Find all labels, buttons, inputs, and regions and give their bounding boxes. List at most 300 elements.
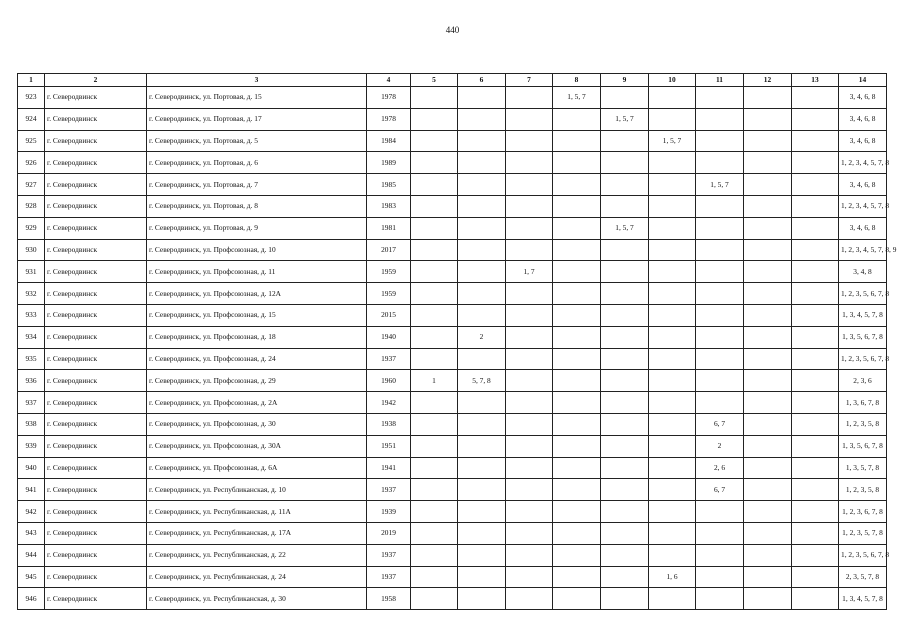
column-6-cell [458,588,506,610]
column-12-cell [744,326,792,348]
table-row [18,326,887,348]
column-9-cell [601,174,649,196]
table-row [18,348,887,370]
column-8-cell [553,217,601,239]
column-10-cell [649,326,696,348]
column-11-cell [696,87,744,109]
city-cell: г. Северодвинск [45,435,147,457]
column-8-cell [553,108,601,130]
column-6-cell [458,413,506,435]
column-11-cell [696,522,744,544]
table-body [18,87,897,610]
column-10-cell [649,544,696,566]
column-7-cell [506,588,553,610]
city-cell: г. Северодвинск [45,413,147,435]
column-8-cell [553,435,601,457]
column-5-cell [411,283,458,305]
column-8-cell [553,261,601,283]
column-10-cell [649,479,696,501]
column-5-cell [411,479,458,501]
year-cell: 2019 [367,522,411,544]
column-5-cell [411,392,458,414]
column-5-cell [411,435,458,457]
column-12-cell [744,239,792,261]
column-5-cell [411,326,458,348]
column-10-cell [649,348,696,370]
column-13-cell [792,152,839,174]
table-row [18,152,887,174]
column-10-cell [649,87,696,109]
column-header: 14 [839,74,887,87]
year-cell: 1959 [367,261,411,283]
column-12-cell [744,370,792,392]
column-9-cell [601,370,649,392]
column-header: 10 [649,74,696,87]
column-8-cell [553,370,601,392]
column-7-cell [506,457,553,479]
column-8-cell [553,479,601,501]
column-13-cell [792,348,839,370]
column-13-cell [792,392,839,414]
column-6-cell: 5, 7, 8 [458,370,506,392]
row-number-cell: 923 [18,87,45,109]
column-13-cell [792,501,839,523]
year-cell: 1938 [367,413,411,435]
year-cell: 1958 [367,588,411,610]
column-header: 2 [45,74,147,87]
row-number-cell: 932 [18,283,45,305]
column-12-cell [744,108,792,130]
column-10-cell [649,261,696,283]
table-row [18,108,887,130]
column-14-cell: 3, 4, 6, 8 [839,174,887,196]
address-cell: г. Северодвинск, ул. Профсоюзная, д. 30 [147,413,367,435]
column-6-cell [458,87,506,109]
column-8-cell: 1, 5, 7 [553,87,601,109]
column-11-cell: 1, 5, 7 [696,174,744,196]
address-cell: г. Северодвинск, ул. Профсоюзная, д. 10 [147,239,367,261]
column-9-cell [601,522,649,544]
table-row [18,174,887,196]
column-11-cell [696,588,744,610]
column-14-cell: 1, 2, 3, 5, 6, 7, 8 [839,348,887,370]
column-11-cell [696,370,744,392]
column-12-cell [744,87,792,109]
column-7-cell [506,392,553,414]
column-11-cell [696,566,744,588]
column-14-cell: 3, 4, 6, 8 [839,217,887,239]
column-7-cell [506,283,553,305]
column-7-cell [506,87,553,109]
column-12-cell [744,152,792,174]
column-13-cell [792,87,839,109]
column-12-cell [744,130,792,152]
column-12-cell [744,217,792,239]
column-14-cell: 1, 3, 5, 6, 7, 8 [839,326,887,348]
column-12-cell [744,348,792,370]
column-6-cell [458,457,506,479]
table-row [18,87,887,109]
column-12-cell [744,174,792,196]
column-12-cell [744,479,792,501]
column-10-cell [649,217,696,239]
column-10-cell [649,588,696,610]
column-7-cell [506,239,553,261]
column-8-cell [553,566,601,588]
column-14-cell: 3, 4, 6, 8 [839,130,887,152]
address-cell: г. Северодвинск, ул. Профсоюзная, д. 29 [147,370,367,392]
column-9-cell: 1, 5, 7 [601,108,649,130]
column-13-cell [792,195,839,217]
column-8-cell [553,522,601,544]
column-11-cell: 2 [696,435,744,457]
year-cell: 2015 [367,304,411,326]
column-9-cell: 1, 5, 7 [601,217,649,239]
column-6-cell [458,566,506,588]
column-8-cell [553,152,601,174]
city-cell: г. Северодвинск [45,544,147,566]
column-14-cell: 3, 4, 6, 8 [839,108,887,130]
column-12-cell [744,413,792,435]
column-13-cell [792,283,839,305]
column-9-cell [601,283,649,305]
column-9-cell [601,239,649,261]
column-11-cell [696,348,744,370]
city-cell: г. Северодвинск [45,566,147,588]
address-cell: г. Северодвинск, ул. Республиканская, д. 24 [147,566,367,588]
year-cell: 1937 [367,544,411,566]
column-12-cell [744,195,792,217]
table-row [18,457,887,479]
column-14-cell: 1, 2, 3, 4, 5, 7, 8, 9 [839,239,887,261]
table-row [18,522,887,544]
column-11-cell [696,108,744,130]
column-13-cell [792,479,839,501]
row-number-cell: 945 [18,566,45,588]
column-7-cell [506,326,553,348]
year-cell: 1941 [367,457,411,479]
city-cell: г. Северодвинск [45,304,147,326]
column-14-cell: 1, 3, 6, 7, 8 [839,392,887,414]
address-cell: г. Северодвинск, ул. Портовая, д. 8 [147,195,367,217]
year-cell: 2017 [367,239,411,261]
row-number-cell: 946 [18,588,45,610]
column-12-cell [744,501,792,523]
table-row [18,479,887,501]
column-9-cell [601,544,649,566]
column-12-cell [744,566,792,588]
column-11-cell [696,130,744,152]
city-cell: г. Северодвинск [45,195,147,217]
city-cell: г. Северодвинск [45,501,147,523]
address-cell: г. Северодвинск, ул. Республиканская, д. 11А [147,501,367,523]
column-14-cell: 1, 2, 3, 5, 8 [839,479,887,501]
column-13-cell [792,544,839,566]
column-14-cell: 1, 2, 3, 6, 7, 8 [839,501,887,523]
column-10-cell [649,108,696,130]
year-cell: 1939 [367,501,411,523]
column-14-cell: 1, 2, 3, 5, 6, 7, 8 [839,283,887,305]
column-10-cell [649,501,696,523]
column-header: 7 [506,74,553,87]
address-cell: г. Северодвинск, ул. Профсоюзная, д. 24 [147,348,367,370]
year-cell: 1937 [367,479,411,501]
column-10-cell [649,370,696,392]
address-cell: г. Северодвинск, ул. Профсоюзная, д. 18 [147,326,367,348]
address-cell: г. Северодвинск, ул. Республиканская, д. 17А [147,522,367,544]
year-cell: 1942 [367,392,411,414]
city-cell: г. Северодвинск [45,239,147,261]
column-8-cell [553,544,601,566]
column-7-cell: 1, 7 [506,261,553,283]
row-number-cell: 936 [18,370,45,392]
row-number-cell: 928 [18,195,45,217]
column-13-cell [792,566,839,588]
column-7-cell [506,304,553,326]
column-9-cell [601,588,649,610]
year-cell: 1959 [367,283,411,305]
row-number-cell: 938 [18,413,45,435]
column-8-cell [553,413,601,435]
column-12-cell [744,435,792,457]
column-13-cell [792,217,839,239]
column-7-cell [506,501,553,523]
column-9-cell [601,326,649,348]
column-12-cell [744,588,792,610]
column-7-cell [506,348,553,370]
column-7-cell [506,522,553,544]
column-9-cell [601,130,649,152]
column-9-cell [601,392,649,414]
column-14-cell: 1, 3, 5, 6, 7, 8 [839,435,887,457]
column-10-cell [649,283,696,305]
address-cell: г. Северодвинск, ул. Профсоюзная, д. 6А [147,457,367,479]
column-7-cell [506,130,553,152]
column-10-cell: 1, 6 [649,566,696,588]
table-row [18,130,887,152]
city-cell: г. Северодвинск [45,261,147,283]
column-7-cell [506,544,553,566]
row-number-cell: 944 [18,544,45,566]
city-cell: г. Северодвинск [45,87,147,109]
column-5-cell [411,108,458,130]
address-cell: г. Северодвинск, ул. Профсоюзная, д. 12А [147,283,367,305]
column-9-cell [601,457,649,479]
address-cell: г. Северодвинск, ул. Республиканская, д. 22 [147,544,367,566]
column-6-cell [458,108,506,130]
year-cell: 1978 [367,87,411,109]
column-11-cell [696,283,744,305]
column-13-cell [792,239,839,261]
address-cell: г. Северодвинск, ул. Республиканская, д. 30 [147,588,367,610]
city-cell: г. Северодвинск [45,348,147,370]
column-12-cell [744,544,792,566]
column-7-cell [506,370,553,392]
column-5-cell [411,217,458,239]
year-cell: 1985 [367,174,411,196]
row-number-cell: 926 [18,152,45,174]
column-11-cell: 2, 6 [696,457,744,479]
column-7-cell [506,174,553,196]
column-8-cell [553,130,601,152]
column-13-cell [792,457,839,479]
year-cell: 1951 [367,435,411,457]
column-header: 13 [792,74,839,87]
column-14-cell: 3, 4, 6, 8 [839,87,887,109]
address-cell: г. Северодвинск, ул. Портовая, д. 15 [147,87,367,109]
year-cell: 1960 [367,370,411,392]
column-header: 8 [553,74,601,87]
year-cell: 1978 [367,108,411,130]
column-header: 3 [147,74,367,87]
column-7-cell [506,413,553,435]
column-9-cell [601,304,649,326]
row-number-cell: 943 [18,522,45,544]
address-cell: г. Северодвинск, ул. Портовая, д. 7 [147,174,367,196]
address-cell: г. Северодвинск, ул. Профсоюзная, д. 11 [147,261,367,283]
column-8-cell [553,174,601,196]
column-11-cell [696,304,744,326]
city-cell: г. Северодвинск [45,588,147,610]
column-5-cell [411,87,458,109]
column-10-cell [649,152,696,174]
column-10-cell: 1, 5, 7 [649,130,696,152]
column-11-cell [696,544,744,566]
column-9-cell [601,261,649,283]
column-5-cell [411,566,458,588]
buildings-table [17,73,897,610]
column-6-cell [458,479,506,501]
table-row [18,544,887,566]
column-11-cell: 6, 7 [696,413,744,435]
column-7-cell [506,217,553,239]
year-cell: 1940 [367,326,411,348]
column-14-cell: 1, 3, 4, 5, 7, 8 [839,304,887,326]
column-13-cell [792,304,839,326]
column-header: 5 [411,74,458,87]
table-row [18,261,887,283]
column-9-cell [601,479,649,501]
column-13-cell [792,588,839,610]
table-row [18,195,887,217]
city-cell: г. Северодвинск [45,217,147,239]
column-12-cell [744,261,792,283]
column-6-cell [458,261,506,283]
row-number-cell: 942 [18,501,45,523]
row-number-cell: 940 [18,457,45,479]
column-14-cell: 1, 2, 3, 5, 8 [839,413,887,435]
column-14-cell: 2, 3, 5, 7, 8 [839,566,887,588]
column-11-cell [696,239,744,261]
table-row [18,588,887,610]
year-cell: 1989 [367,152,411,174]
column-14-cell: 3, 4, 8 [839,261,887,283]
city-cell: г. Северодвинск [45,479,147,501]
table-row [18,501,887,523]
table-row [18,370,887,392]
column-5-cell [411,130,458,152]
column-7-cell [506,566,553,588]
column-10-cell [649,304,696,326]
city-cell: г. Северодвинск [45,130,147,152]
column-5-cell [411,195,458,217]
column-10-cell [649,457,696,479]
column-6-cell [458,501,506,523]
column-8-cell [553,239,601,261]
column-9-cell [601,501,649,523]
column-11-cell [696,326,744,348]
row-number-cell: 933 [18,304,45,326]
column-8-cell [553,195,601,217]
column-12-cell [744,457,792,479]
address-cell: г. Северодвинск, ул. Портовая, д. 5 [147,130,367,152]
column-13-cell [792,522,839,544]
column-7-cell [506,435,553,457]
column-6-cell [458,174,506,196]
city-cell: г. Северодвинск [45,152,147,174]
table-row [18,304,887,326]
column-7-cell [506,195,553,217]
column-6-cell [458,522,506,544]
column-6-cell [458,435,506,457]
column-13-cell [792,326,839,348]
column-11-cell [696,195,744,217]
column-6-cell [458,544,506,566]
page-number: 440 [445,25,460,35]
row-number-cell: 929 [18,217,45,239]
column-11-cell [696,392,744,414]
column-5-cell [411,174,458,196]
column-8-cell [553,326,601,348]
year-cell: 1937 [367,566,411,588]
city-cell: г. Северодвинск [45,326,147,348]
table-row [18,413,887,435]
column-5-cell [411,588,458,610]
column-5-cell [411,522,458,544]
column-14-cell: 1, 2, 3, 4, 5, 7, 8 [839,152,887,174]
column-11-cell [696,261,744,283]
column-6-cell: 2 [458,326,506,348]
year-cell: 1981 [367,217,411,239]
city-cell: г. Северодвинск [45,392,147,414]
row-number-cell: 931 [18,261,45,283]
column-6-cell [458,152,506,174]
table-row [18,283,887,305]
row-number-cell: 941 [18,479,45,501]
column-13-cell [792,174,839,196]
address-cell: г. Северодвинск, ул. Портовая, д. 9 [147,217,367,239]
column-11-cell [696,501,744,523]
year-cell: 1983 [367,195,411,217]
column-5-cell [411,544,458,566]
row-number-cell: 927 [18,174,45,196]
column-7-cell [506,108,553,130]
column-10-cell [649,522,696,544]
address-cell: г. Северодвинск, ул. Профсоюзная, д. 2А [147,392,367,414]
city-cell: г. Северодвинск [45,283,147,305]
column-9-cell [601,413,649,435]
column-10-cell [649,239,696,261]
column-14-cell: 1, 2, 3, 5, 7, 8 [839,522,887,544]
column-9-cell [601,566,649,588]
column-5-cell [411,261,458,283]
address-cell: г. Северодвинск, ул. Портовая, д. 6 [147,152,367,174]
column-12-cell [744,283,792,305]
year-cell: 1984 [367,130,411,152]
city-cell: г. Северодвинск [45,174,147,196]
column-10-cell [649,392,696,414]
column-12-cell [744,392,792,414]
